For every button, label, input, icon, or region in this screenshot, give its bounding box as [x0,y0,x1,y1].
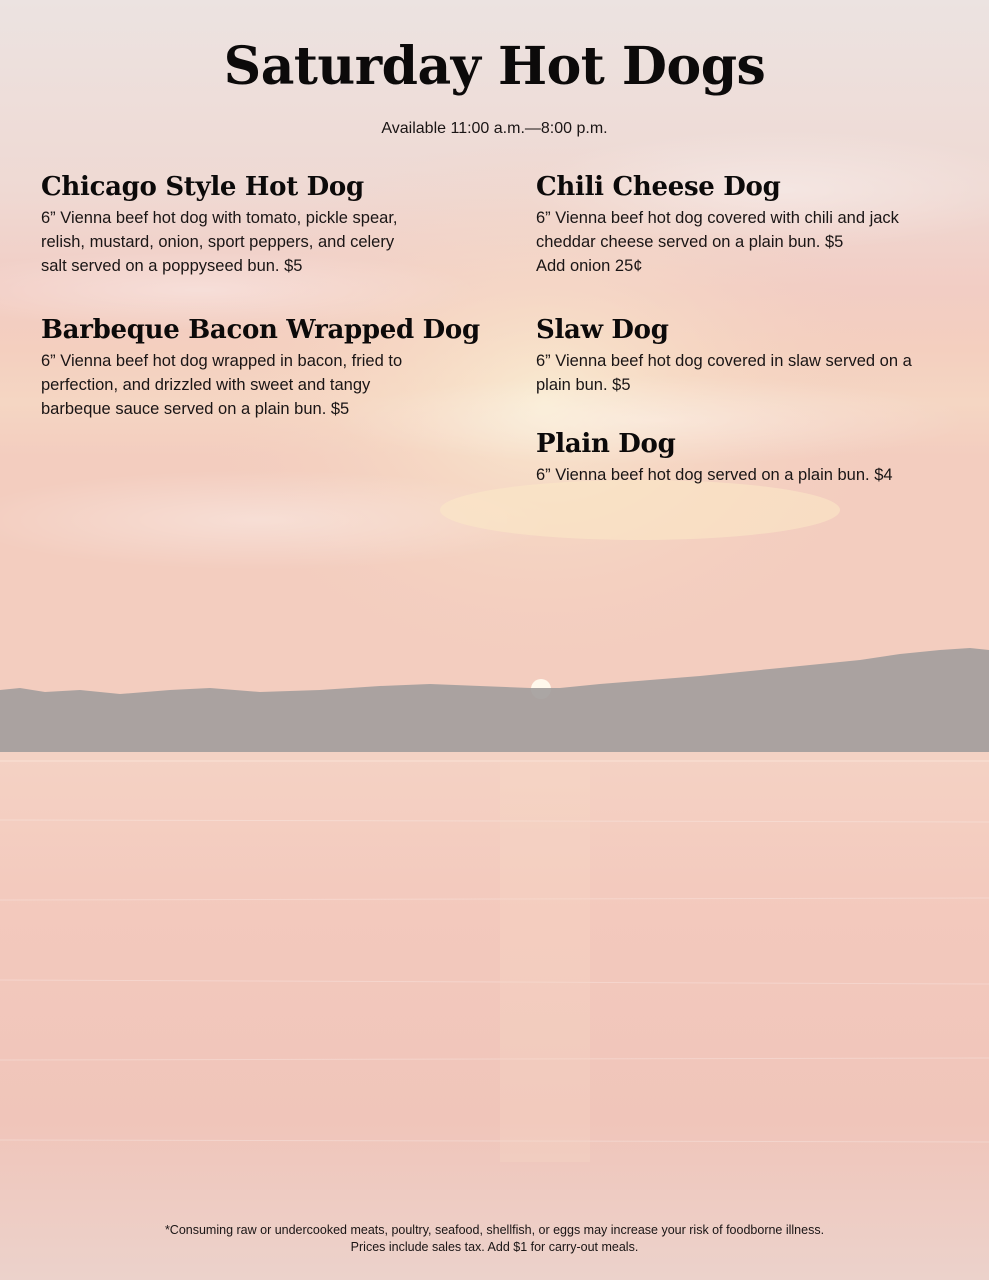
description-line: salt served on a poppyseed bun. $5 [41,257,303,276]
description-line: Add onion 25¢ [536,257,643,276]
menu-item-chicago-style-hot-dog [41,172,461,278]
description-line: 6” Vienna beef hot dog covered with chili and jack [536,209,899,228]
menu-item-slaw-dog [536,315,956,397]
menu-item-name: Slaw Dog [536,315,669,345]
menu-item-chili-cheese-dog [536,172,956,278]
menu-item-name: Barbeque Bacon Wrapped Dog [41,315,480,345]
availability-hours: Available 11:00 a.m.—8:00 p.m. [381,120,608,137]
menu-item-description [41,206,461,278]
description-line: cheddar cheese served on a plain bun. $5 [536,233,844,252]
menu-item-name: Chili Cheese Dog [536,172,781,202]
menu-item-name: Chicago Style Hot Dog [41,172,364,202]
description-line: 6” Vienna beef hot dog covered in slaw served on a [536,352,912,371]
menu-item-barbeque-bacon-wrapped-dog [41,315,481,421]
menu-item-description [41,349,481,421]
description-line: 6” Vienna beef hot dog wrapped in bacon, fried to [41,352,403,371]
menu-item-name: Plain Dog [536,429,676,459]
page-title: Saturday Hot Dogs [223,36,766,97]
description-line: relish, mustard, onion, sport peppers, and celery [41,233,395,252]
menu-item-description [536,349,956,397]
description-line: 6” Vienna beef hot dog served on a plain bun. $4 [536,466,893,485]
tax-notice: Prices include sales tax. Add $1 for carry-out meals. [350,1240,639,1254]
description-line: 6” Vienna beef hot dog with tomato, pickle spear, [41,209,398,228]
menu-item-description [536,206,956,278]
menu-item-plain-dog [536,429,956,487]
footer-disclaimer [0,1222,989,1256]
description-line: plain bun. $5 [536,376,631,395]
food-safety-notice: *Consuming raw or undercooked meats, poultry, seafood, shellfish, or eggs may increase your risk of foodborne illness. [164,1223,825,1237]
description-line: perfection, and drizzled with sweet and tangy [41,376,371,395]
menu-item-description [536,463,956,487]
description-line: barbeque sauce served on a plain bun. $5 [41,400,350,419]
